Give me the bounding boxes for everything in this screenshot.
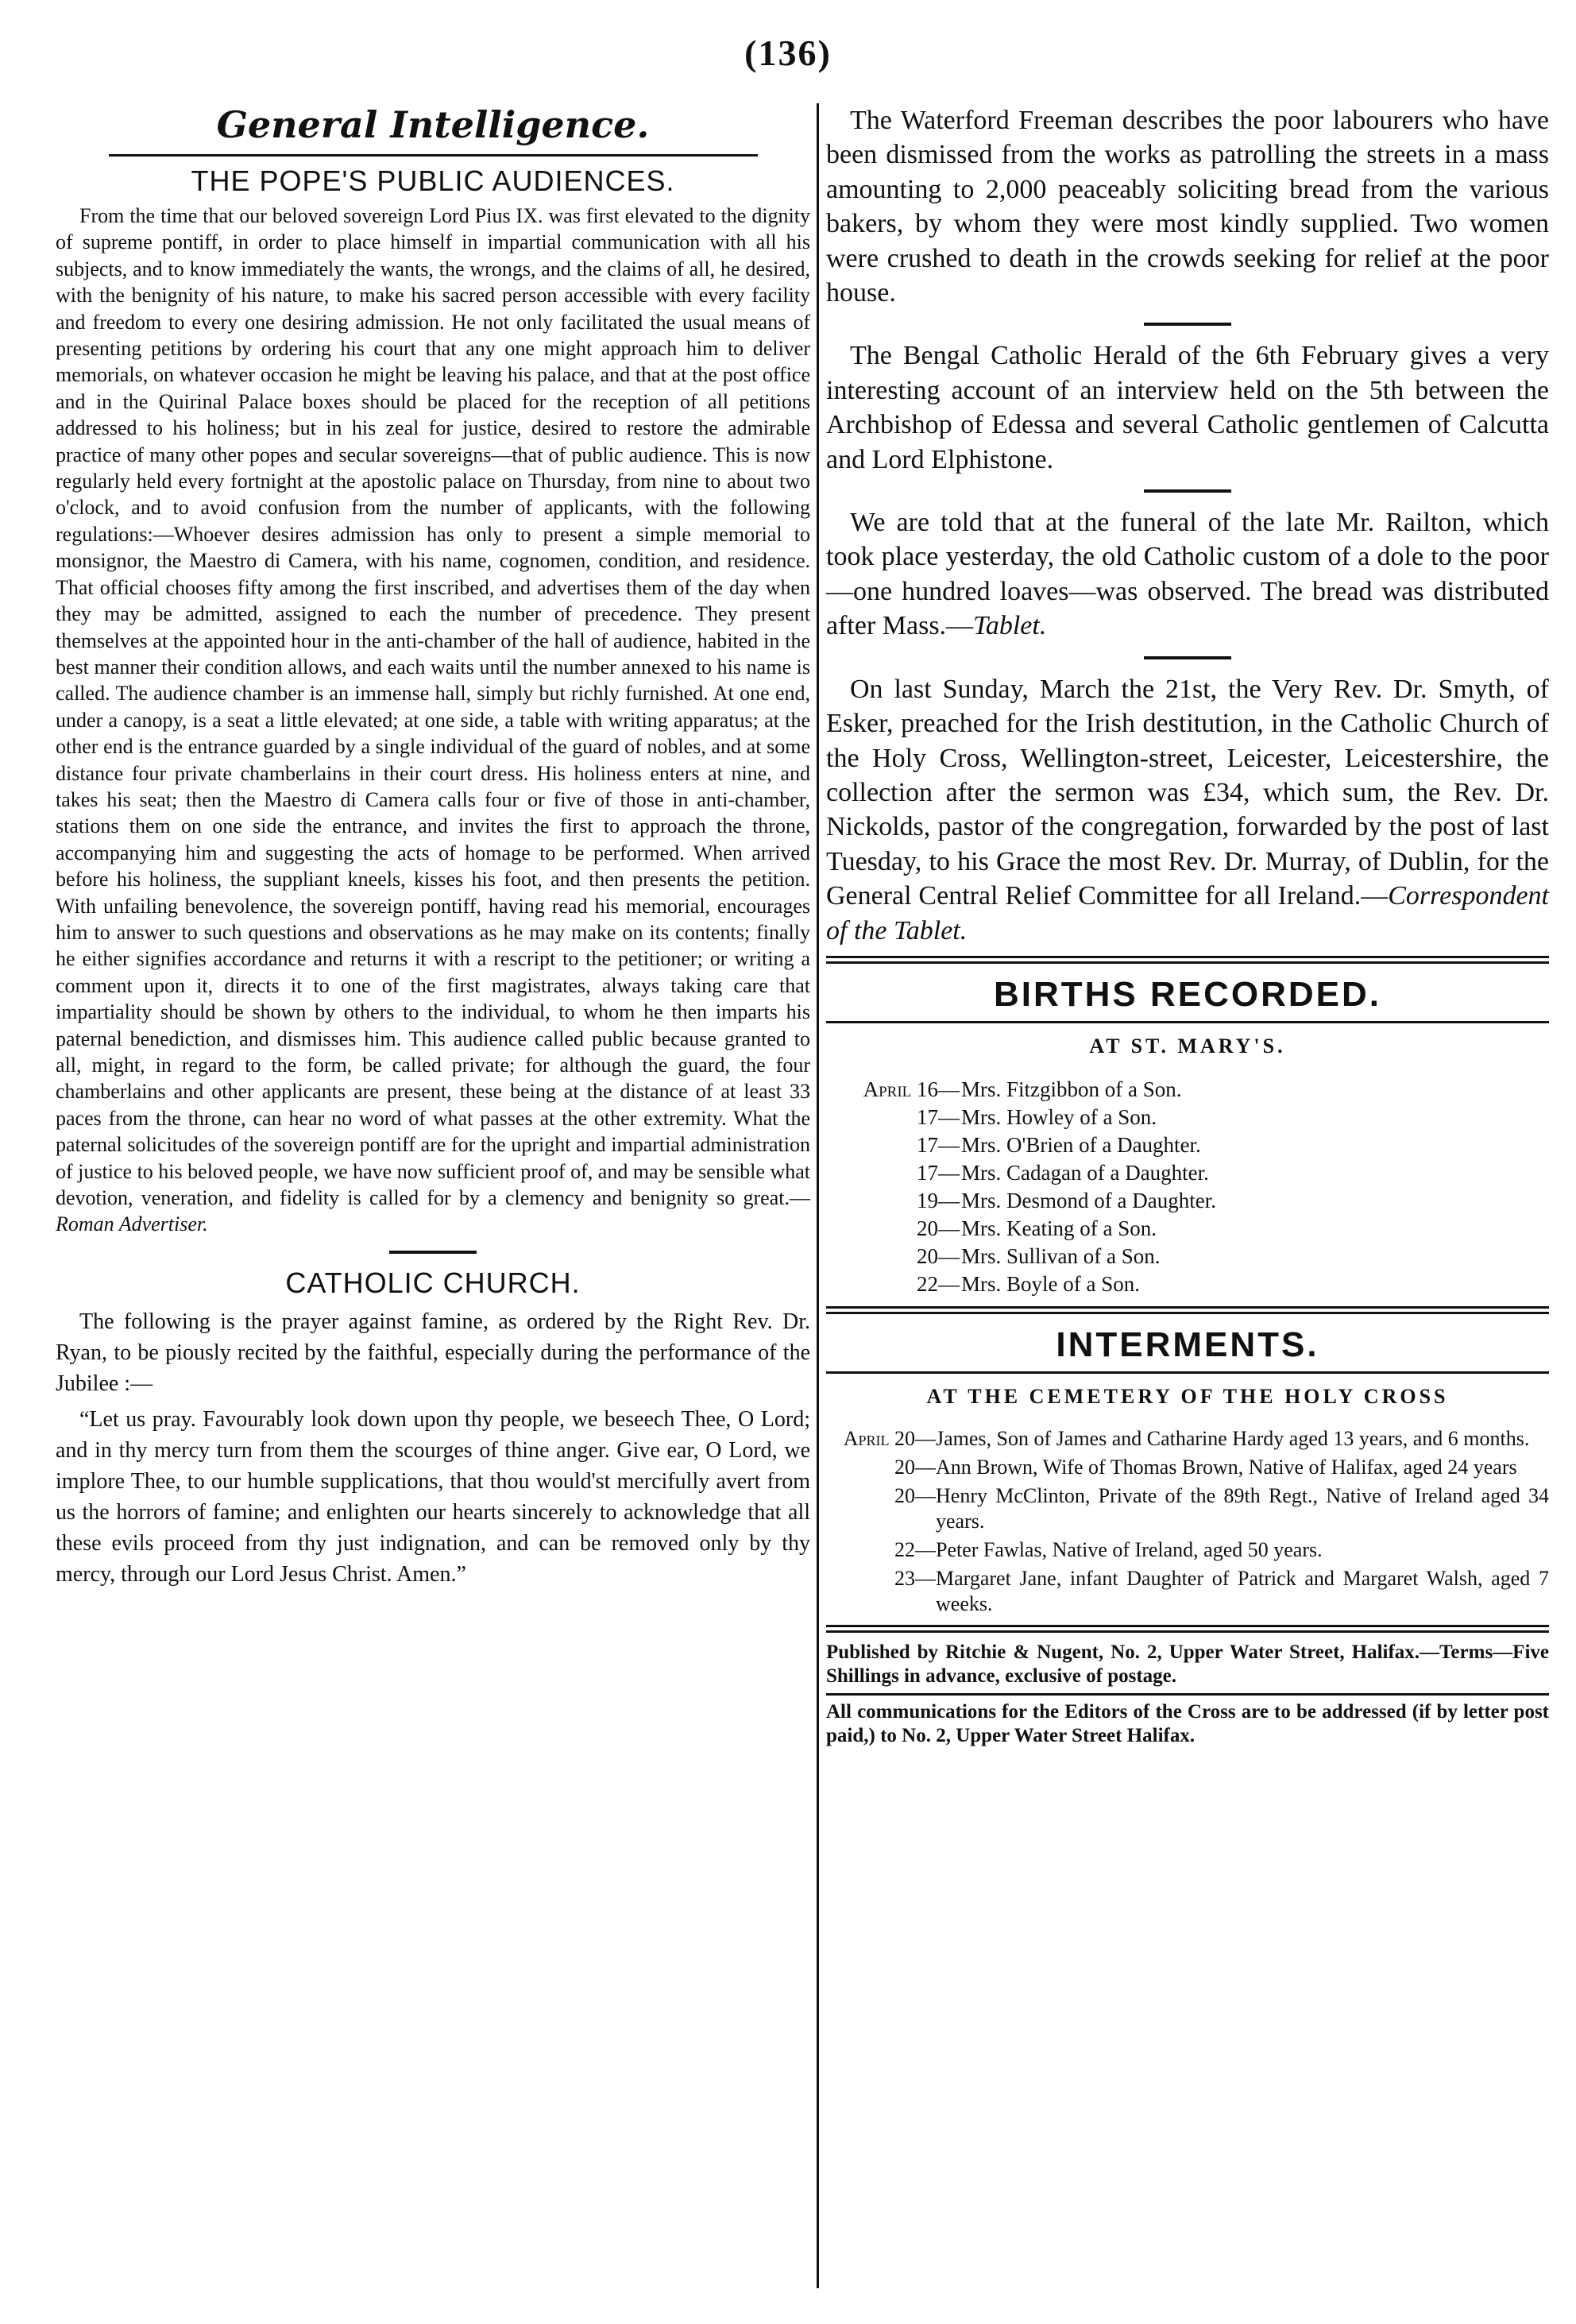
list-item [826, 1215, 1549, 1243]
entry-text: Mrs. Desmond of a Daughter. [961, 1188, 1216, 1212]
list-item [826, 1537, 1549, 1563]
article-text: From the time that our beloved sovereign Lord Pius IX. was first elevated to the dignity of supreme pontiff, in order to place himself in impartial communication with all his subjects, and to know immediately the wants, the wrongs, and the claims of all, he desired, with the benignity of his nature, to make his sacred person accessible with every facility and freedom to every one desiring admission. He not only facilitated the usual means of presenting petitions by ordering his court that any one might approach him to deliver memorials, on whatever occasion he might be leaving his palace, and that at the post office and in the Quirinal Palace boxes should be placed for the reception of all petitions addressed to his holiness; but in his zeal for justice, desired to restore the admirable practice of many other popes and secular sovereigns—that of public audience. This is now regularly held every fortnight at the apostolic palace on Thursday, from nine to about two o'clock, and to avoid confusion from the number of applicants, with the following regulations:—Whoever desires admission has only to present a simple memorial to monsignor, the Maestro di Camera, with his name, cognomen, condition, and residence. That official chooses fifty among the first inscribed, and advertises them of the day when they may be admitted, assigned to each the number of precedence. They present themselves at the appointed hour in the anti-chamber of the hall of audience, habited in the best manner their condition allows, and each waits until the number annexed to his name is called. The audience chamber is an immense hall, simply but richly furnished. At one end, under a canopy, is a seat a little elevated; at one side, a table with writing apparatus; at the other end is the entrance guarded by a single individual of the guard of nobles, and at some distance four private chamberlains in their court dress. His holiness enters at nine, and takes his seat; then the Maestro di Camera calls four or five of those in anti-chamber, stations them on one side the entrance, and invites the first to approach the throne, accompanying him and suggesting the acts of homage to be performed. When arrived before his holiness, the suppliant kneels, kisses his foot, and then presents the petition. With unfailing benevolence, the sovereign pontiff, having read his memorial, encourages him to answer to such questions and observations as he may make on its contents; finally he either signifies accordance and returns it with a rescript to the petitioner; or writing a comment upon it, directs it to one of the first magistrates, always taking care that impartiality should be shown by others to the individual, to whom he then imparts his paternal benediction, and dismisses him. This audience called public because granted to all, might, in regard to the form, be called private; for although the guard, the four chamberlains and other applicants are present, these being at the distance of at least 33 paces from the throne, can hear no word of what passes at the other extremity. What the paternal solicitudes of the sovereign pontiff are for the upright and impartial administration of justice to his beloved people, we have now sufficient proof of, and may be sensible what devotion, veneration, and fidelity is called for by a clemency and benignity so great.— [56, 204, 810, 1210]
entry-date: 20— [917, 1243, 960, 1268]
entry-text: Margaret Jane, infant Daughter of Patrick and Margaret Walsh, aged 7 weeks. [936, 1566, 1549, 1615]
births-list [826, 1076, 1549, 1298]
entry-date: 22— [894, 1537, 936, 1561]
entry-date: 19— [917, 1188, 960, 1212]
item-divider [1144, 656, 1231, 659]
list-item [826, 1076, 1549, 1104]
interments-rule [826, 1371, 1549, 1374]
births-rule [826, 1021, 1549, 1023]
entry-text: Mrs. Howley of a Son. [961, 1104, 1157, 1129]
prayer-text: “Let us pray. Favourably look down upon thy people, we beseech Thee, O Lord; and in thy mercy turn from them the scourges of thine anger. Give ear, O Lord, we implore Thee, to our humble supplications, that thou would'st mercifully avert from us the horrors of famine; and enlighten our hearts sincerely to acknowledge that all these evils proceed from thy just indignation, and can be removed only by thy mercy, through our Lord Jesus Christ. Amen.” [56, 1406, 810, 1587]
news-source: Tablet. [973, 611, 1047, 641]
page-number: (136) [744, 33, 832, 73]
entry-date: 17— [917, 1132, 960, 1157]
entry-date: 22— [917, 1271, 960, 1296]
news-text: On last Sunday, March the 21st, the Very Rev. Dr. Smyth, of Esker, preached for the Irish destitution, in the Catholic Church of the Holy Cross, Wellington-street, Leicester, Leicestershire, the collection after the sermon was £34, which sum, the Rev. Dr. Nickolds, pastor of the congregation, forwarded by the post of last Tuesday, to his Grace the most Rev. Dr. Murray, of Dublin, for the General Central Relief Committee for all Ireland.— [826, 674, 1549, 911]
list-item [826, 1426, 1549, 1452]
item-divider [1144, 489, 1231, 493]
news-item-waterford: The Waterford Freeman describes the poor labourers who have been dismissed from the works as patrolling the streets in a mass amounting to 2,000 peaceably soliciting bread from the various bakers, by whom they were most kindly supplied. Two women were crushed to death in the crowds seeking for relief at the poor house. [826, 106, 1549, 308]
entry-date: 20— [917, 1216, 960, 1240]
interments-subheading: AT THE CEMETERY OF THE HOLY CROSS [926, 1384, 1449, 1408]
births-top-rule [826, 956, 1549, 964]
list-item [826, 1187, 1549, 1215]
interments-top-rule [826, 1306, 1549, 1314]
list-item [826, 1104, 1549, 1131]
entry-text: Mrs. Keating of a Son. [961, 1216, 1157, 1240]
interments-heading: INTERMENTS. [1056, 1324, 1319, 1364]
footer-divider [826, 1693, 1549, 1696]
prayer-intro: The following is the prayer against famine, as ordered by the Right Rev. Dr. Ryan, to be piously recited by the faithful, especially during the performance of the Jubilee :— [56, 1309, 810, 1396]
news-item-smyth [826, 672, 1549, 948]
entry-date: 20— [894, 1455, 936, 1479]
entry-text: Henry McClinton, Private of the 89th Regt., Native of Ireland aged 34 years. [936, 1483, 1549, 1533]
article-body-audiences [56, 203, 810, 1238]
list-item [826, 1131, 1549, 1159]
interments-list [826, 1426, 1549, 1617]
births-heading: BIRTHS RECORDED. [993, 974, 1382, 1014]
heading-rule [109, 154, 758, 157]
entry-text: Mrs. O'Brien of a Daughter. [961, 1132, 1201, 1157]
list-item [826, 1243, 1549, 1270]
article-source: Roman Advertiser. [56, 1212, 208, 1236]
news-source: Correspondent of the Tablet. [826, 881, 1549, 945]
article-title-audiences: THE POPE'S PUBLIC AUDIENCES. [191, 164, 675, 197]
entry-text: Mrs. Sullivan of a Son. [961, 1243, 1161, 1268]
entry-date: April 20— [843, 1426, 936, 1450]
article-title-church: CATHOLIC CHURCH. [285, 1266, 581, 1299]
section-heading: General Intelligence. [216, 103, 650, 146]
right-column [826, 103, 1549, 1753]
entry-text: Mrs. Fitzgibbon of a Son. [961, 1077, 1182, 1101]
entry-date: 20— [894, 1483, 936, 1507]
list-item [826, 1566, 1549, 1617]
list-item [826, 1159, 1549, 1187]
news-item-bengal: The Bengal Catholic Herald of the 6th February gives a very interesting account of an interview held on the 5th between the Archbishop of Edessa and several Catholic gentlemen of Calcutta and Lord Elphistone. [826, 341, 1549, 474]
list-item [826, 1455, 1549, 1480]
births-subheading: AT ST. MARY'S. [1089, 1034, 1286, 1058]
news-text: We are told that at the funeral of the late Mr. Railton, which took place yesterday, the old Catholic custom of a dole to the poor—one hundred loaves—was observed. The bread was distributed after Mass.— [826, 508, 1549, 641]
list-item [826, 1483, 1549, 1534]
entry-text: James, Son of James and Catharine Hardy aged 13 years, and 6 months. [936, 1426, 1530, 1450]
entry-date: 17— [917, 1104, 960, 1129]
entry-text: Mrs. Boyle of a Son. [961, 1271, 1140, 1296]
column-divider [817, 103, 819, 2288]
editor-note: All communications for the Editors of the Cross are to be addressed (if by letter post paid,) to No. 2, Upper Water Street Halifax. [826, 1700, 1549, 1746]
footer-rule [826, 1625, 1549, 1633]
publisher-note: Published by Ritchie & Nugent, No. 2, Upper Water Street, Halifax.—Terms—Five Shillings in advance, exclusive of postage. [826, 1641, 1549, 1687]
left-column [56, 103, 810, 1590]
item-divider [1144, 323, 1231, 326]
entry-date: 23— [894, 1566, 936, 1590]
news-item-railton [826, 505, 1549, 644]
article-divider [389, 1251, 477, 1254]
list-item [826, 1270, 1549, 1298]
entry-text: Peter Fawlas, Native of Ireland, aged 50 years. [936, 1537, 1323, 1561]
entry-text: Mrs. Cadagan of a Daughter. [961, 1160, 1209, 1185]
entry-text: Ann Brown, Wife of Thomas Brown, Native of Halifax, aged 24 years [936, 1455, 1517, 1479]
entry-date: April 16— [863, 1077, 960, 1101]
entry-date: 17— [917, 1160, 960, 1185]
